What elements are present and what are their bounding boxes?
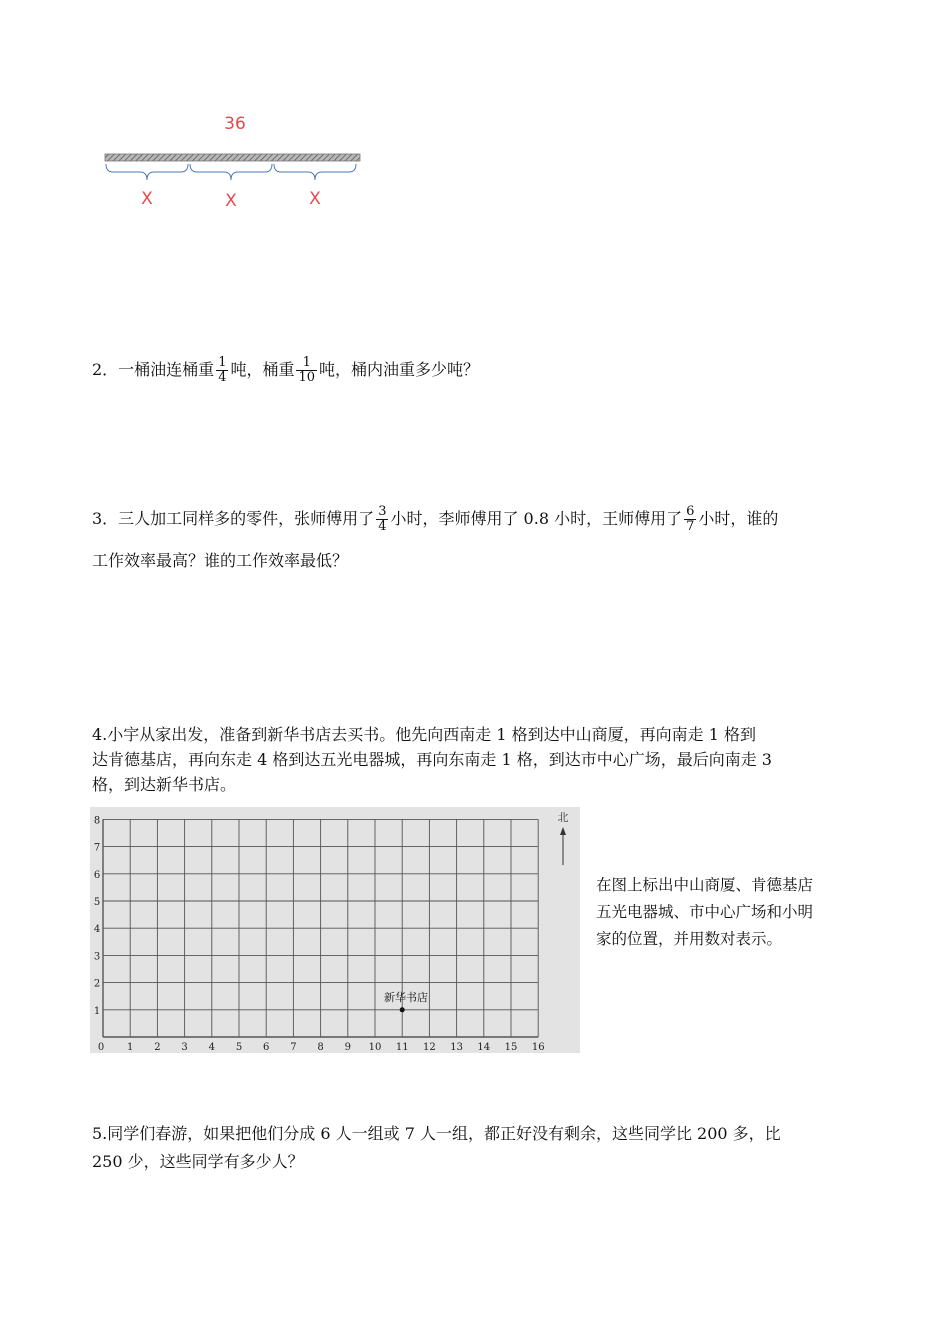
grid-background — [90, 807, 580, 1053]
x-tick-label: 0 — [97, 1042, 105, 1053]
fraction — [376, 505, 388, 534]
q2-text-mid: 吨，桶重 — [230, 360, 295, 379]
y-tick-label: 2 — [93, 978, 101, 990]
fraction — [684, 505, 696, 534]
numerator: 3 — [378, 504, 387, 519]
question-2 — [92, 354, 479, 386]
denominator: 10 — [298, 370, 316, 385]
q2-text-pre: 2．一桶油连桶重 — [92, 360, 215, 379]
coordinate-grid — [90, 807, 580, 1053]
instruction-line: 家的位置，并用数对表示。 — [596, 930, 783, 948]
x-tick-label: 7 — [290, 1042, 297, 1053]
q3-text-a: 3．三人加工同样多的零件，张师傅用了 — [92, 509, 375, 528]
x-tick-label: 12 — [423, 1042, 436, 1053]
denominator: 7 — [686, 519, 695, 534]
question-5-line-2: 250 少，这些同学有多少人？ — [92, 1152, 304, 1171]
numerator: 6 — [686, 504, 695, 519]
x-tick-label: 2 — [154, 1042, 161, 1053]
x-tick-label: 3 — [181, 1042, 188, 1053]
x-tick-label: 14 — [477, 1042, 491, 1053]
north-label: 北 — [557, 811, 569, 824]
x-tick-label: 16 — [531, 1042, 545, 1053]
part-label: X — [225, 191, 237, 211]
bar — [105, 154, 360, 161]
question-4-line-1: 4.小宇从家出发，准备到新华书店去买书。他先向西南走 1 格到达中山商厦，再向南走 1 格到 — [92, 725, 756, 744]
q3-text-c: 小时，谁的 — [698, 509, 779, 528]
fraction — [216, 356, 228, 385]
store-point — [400, 1007, 405, 1012]
x-tick-label: 15 — [504, 1042, 518, 1053]
question-3-line-2: 工作效率最高？谁的工作效率最低？ — [92, 551, 349, 570]
y-tick-label: 5 — [93, 897, 101, 908]
brace-3 — [274, 164, 356, 180]
denominator: 4 — [218, 370, 227, 385]
bar-diagram — [95, 105, 375, 215]
question-4-line-2: 达肯德基店，再向东走 4 格到达五光电器城，再向东南走 1 格，到达市中心广场，最后向南走 3 — [92, 750, 772, 769]
y-tick-label: 7 — [93, 842, 101, 854]
x-tick-label: 1 — [127, 1042, 134, 1053]
fraction — [296, 356, 317, 385]
y-tick-label: 4 — [93, 924, 101, 936]
part-label: X — [309, 189, 321, 209]
brace-1 — [106, 164, 188, 180]
x-tick-label: 11 — [395, 1042, 409, 1053]
x-tick-label: 4 — [208, 1042, 215, 1053]
numerator: 1 — [218, 355, 227, 370]
q3-text-b: 小时，李师傅用了 0.8 小时，王师傅用了 — [390, 509, 683, 528]
grid-instruction — [596, 872, 866, 953]
numerator: 1 — [296, 356, 317, 371]
x-tick-label: 6 — [263, 1042, 270, 1053]
question-3 — [92, 503, 778, 535]
y-tick-label: 1 — [93, 1005, 101, 1017]
y-tick-label: 3 — [93, 951, 101, 963]
question-5-line-1: 5.同学们春游，如果把他们分成 6 人一组或 7 人一组，都正好没有剩余，这些同学比 200 多，比 — [92, 1124, 781, 1143]
x-tick-label: 8 — [317, 1042, 324, 1053]
x-tick-label: 13 — [450, 1042, 463, 1053]
brace-2 — [190, 164, 272, 180]
x-tick-label: 10 — [368, 1042, 382, 1053]
y-tick-label: 8 — [93, 815, 101, 827]
y-tick-label: 6 — [93, 869, 101, 881]
denominator: 4 — [378, 519, 387, 534]
instruction-line: 在图上标出中山商厦、肯德基店 — [596, 876, 814, 894]
store-label: 新华书店 — [384, 991, 428, 1004]
x-tick-label: 5 — [235, 1042, 243, 1053]
x-tick-label: 9 — [344, 1042, 351, 1053]
q2-text-post: 吨，桶内油重多少吨？ — [319, 360, 480, 379]
question-4-line-3: 格，到达新华书店。 — [92, 775, 237, 794]
total-label: 36 — [224, 114, 246, 134]
part-label: X — [141, 189, 153, 209]
instruction-line: 五光电器城、市中心广场和小明 — [596, 903, 814, 921]
